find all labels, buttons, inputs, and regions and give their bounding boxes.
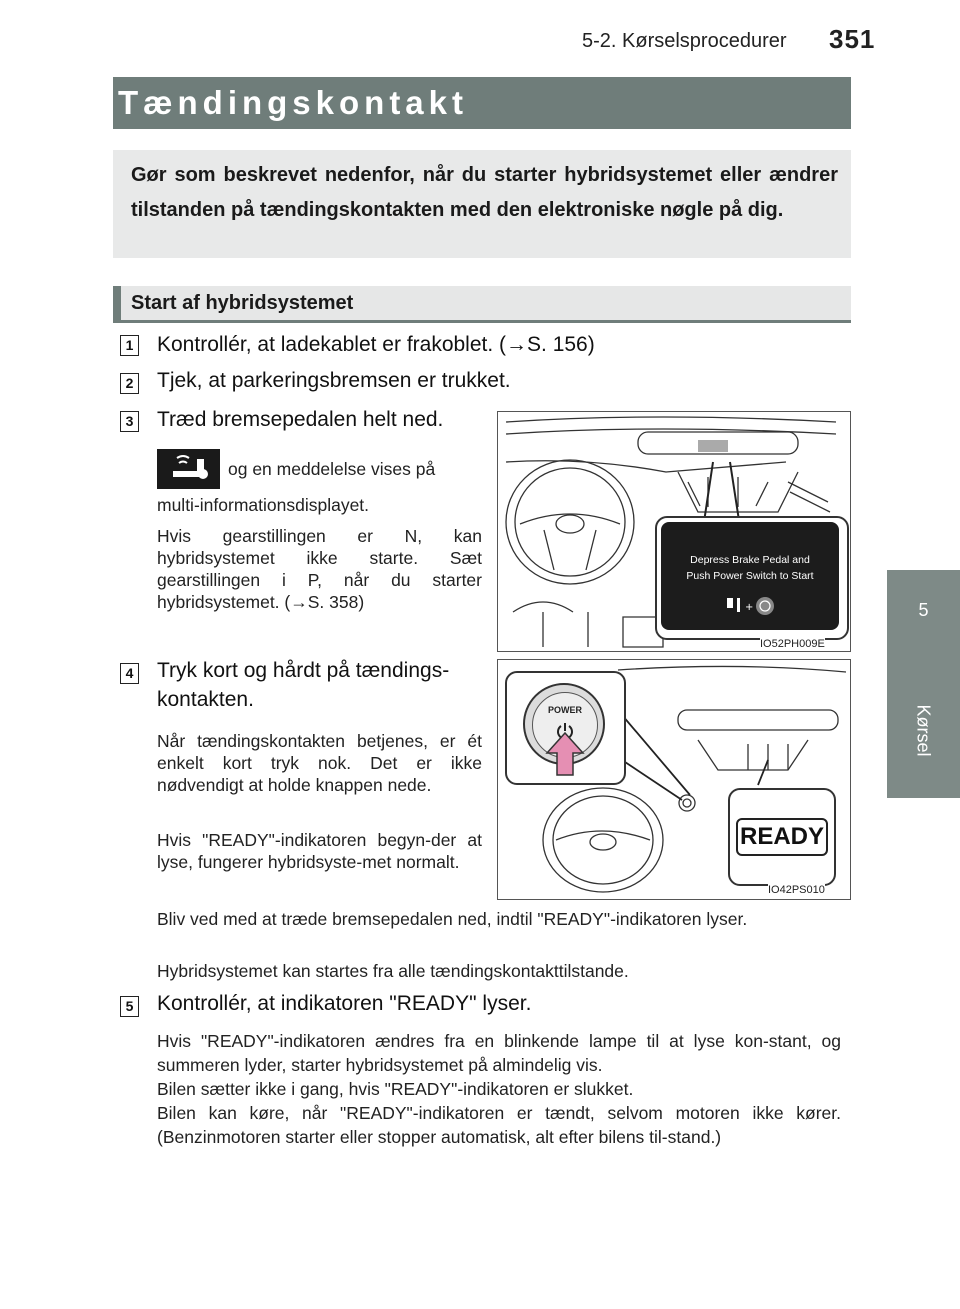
figure-1-code: IO52PH009E bbox=[760, 638, 825, 650]
figure-dashboard-message bbox=[497, 411, 851, 652]
step-4-detail-1: Når tændingskontakten betjenes, er ét enkelt kort tryk nok. Det er ikke nødvendigt at holde knappen nede. bbox=[157, 731, 482, 795]
chapter-title bbox=[888, 700, 959, 760]
step-4-detail-4: Hybridsystemet kan startes fra alle tændingskontakttilstande. bbox=[157, 961, 629, 981]
step-3-text: Træd bremsepedalen helt ned. bbox=[157, 408, 444, 431]
power-switch-callout bbox=[505, 671, 626, 785]
multi-info-display bbox=[661, 522, 839, 630]
chapter-number: 5 bbox=[918, 600, 929, 620]
display-message-line-2: Push Power Switch to Start bbox=[686, 570, 814, 582]
step-2-text: Tjek, at parkeringsbremsen er trukket. bbox=[157, 369, 511, 392]
ready-indicator: READY bbox=[736, 818, 828, 856]
step-5-detail-1: Hvis "READY"-indikatoren ændres fra en blinkende lampe til at lyse kon-stant, og summeren lyder, starter hybridsystemet på almindelig vis. bbox=[157, 1031, 841, 1075]
page-title: Tændingskontakt bbox=[118, 84, 469, 121]
section-heading-accent bbox=[113, 286, 121, 320]
ready-callout bbox=[728, 788, 836, 886]
step-3-detail-1a: og en meddelelse vises på bbox=[228, 459, 436, 479]
step-1-badge: 1 bbox=[120, 335, 139, 356]
brake-pedal-icon bbox=[721, 594, 781, 618]
step-5-detail-3: Bilen kan køre, når "READY"-indikatoren er tændt, selvom motoren ikke kører. (Benzinmotoren starter eller stopper automatisk, alt efter bilens til-stand.) bbox=[157, 1103, 841, 1147]
step-4-detail-2: Hvis "READY"-indikatoren begyn-der at lyse, fungerer hybridsyste-met normalt. bbox=[157, 830, 482, 872]
figure-2-code: IO42PS010 bbox=[768, 884, 825, 896]
step-1-text: Kontrollér, at ladekablet er frakoblet. (→S. 156) bbox=[157, 333, 595, 356]
step-3-badge: 3 bbox=[120, 411, 139, 432]
running-head: 5-2. Kørselsprocedurer bbox=[582, 30, 787, 52]
step-4-text-line-1: Tryk kort og hårdt på tændings- bbox=[157, 659, 450, 682]
step-4-badge: 4 bbox=[120, 663, 139, 684]
figure-power-ready bbox=[497, 659, 851, 900]
step-3-detail-2: Hvis gearstillingen er N, kan hybridsystemet ikke starte. Sæt gearstillingen i P, når du starter hybridsystemet. (→S. 358) bbox=[157, 526, 482, 612]
step-5-text: Kontrollér, at indikatoren "READY" lyser. bbox=[157, 992, 532, 1015]
display-message-line-1: Depress Brake Pedal and bbox=[690, 554, 810, 566]
page-number: 351 bbox=[829, 24, 876, 54]
step-5-detail-2: Bilen sætter ikke i gang, hvis "READY"-indikatoren er slukket. bbox=[157, 1079, 634, 1099]
step-4-text-line-2: kontakten. bbox=[157, 688, 254, 711]
chapter-title-text: Kørsel bbox=[913, 703, 934, 757]
intro-text: Gør som beskrevet nedenfor, når du starter hybridsystemet eller ændrer tilstanden på tændingskontakten med den elektroniske nøgle på dig. bbox=[131, 164, 838, 221]
step-4-detail-3: Bliv ved med at træde bremsepedalen ned, indtil "READY"-indikatoren lyser. bbox=[157, 909, 748, 929]
power-button-label: POWER bbox=[547, 705, 582, 715]
press-arrow-icon bbox=[545, 731, 585, 777]
key-icon bbox=[157, 449, 220, 489]
section-heading: Start af hybridsystemet bbox=[131, 292, 354, 314]
step-3-detail-1b: multi-informationsdisplayet. bbox=[157, 495, 370, 515]
step-5-badge: 5 bbox=[120, 996, 139, 1017]
svg-text:+: + bbox=[745, 602, 754, 613]
step-2-badge: 2 bbox=[120, 373, 139, 394]
